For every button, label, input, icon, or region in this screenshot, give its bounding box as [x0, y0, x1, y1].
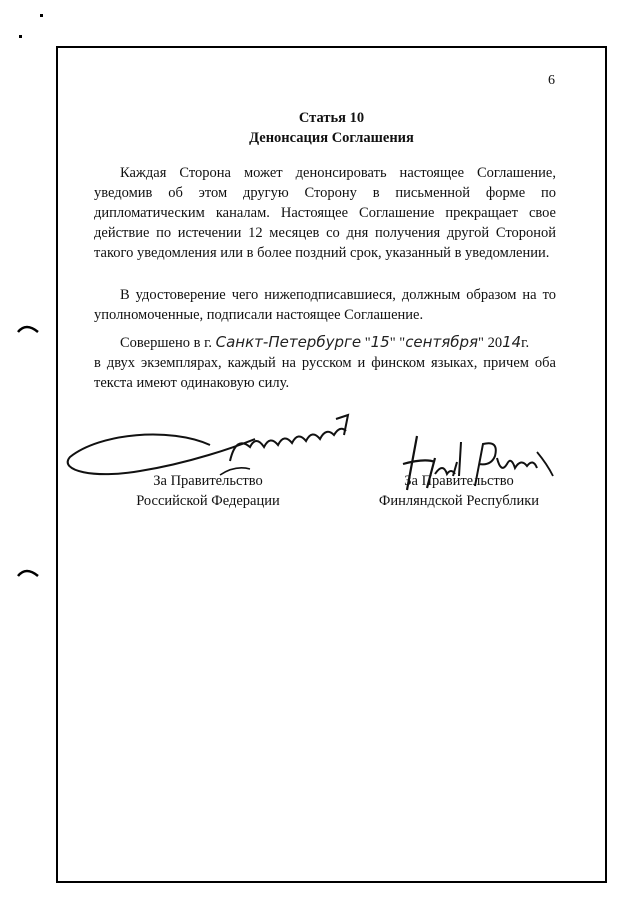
handwritten-day: 15: [370, 333, 390, 351]
signatory-country: Российской Федерации: [136, 493, 280, 509]
binder-hole-mark: [16, 322, 40, 336]
done-at-clause: [94, 332, 556, 393]
scan-speck: [19, 35, 22, 38]
article-subtitle: Денонсация Соглашения: [249, 130, 414, 146]
signatory-label: За Правительство: [153, 473, 263, 489]
signatory-label: За Правительство: [404, 473, 514, 489]
handwritten-city: Санкт-Петербурге: [215, 333, 362, 351]
done-at-line: Совершено в г. Санкт-Петербурге "15" "сентября" 2014г.: [120, 333, 530, 351]
binder-hole-mark: [16, 566, 40, 580]
signature-block-russia: [123, 471, 293, 511]
scan-speck: [40, 14, 43, 17]
done-at-remainder: в двух экземплярах, каждый на русском и финском языках, причем оба текста имеют одинаковую силу.: [94, 355, 556, 391]
page-number: 6: [548, 73, 555, 88]
handwritten-year: 14: [502, 333, 522, 351]
signature-block-finland: [366, 471, 552, 511]
handwritten-month: сентября: [405, 333, 479, 351]
signatory-country: Финляндской Республики: [378, 493, 540, 509]
done-at-prefix: Совершено в г.: [120, 335, 213, 351]
paragraph-denunciation: Каждая Сторона может денонсировать настоящее Соглашение, уведомив об этом другую Сторону в письменной форме по дипломатическим каналам. Настоящее Соглашение прекращает свое действие по истечении 12 месяцев со дня получения другой Стороной такого уведомления или в более поздний срок, указанный в уведомлении.: [94, 165, 556, 261]
article-title: Статья 10: [298, 110, 365, 126]
paragraph-witness: В удостоверение чего нижеподписавшиеся, должным образом на то уполномоченные, подписали настоящее Соглашение.: [94, 287, 556, 323]
year-prefix: 20: [487, 335, 503, 351]
year-suffix: г.: [521, 335, 530, 351]
